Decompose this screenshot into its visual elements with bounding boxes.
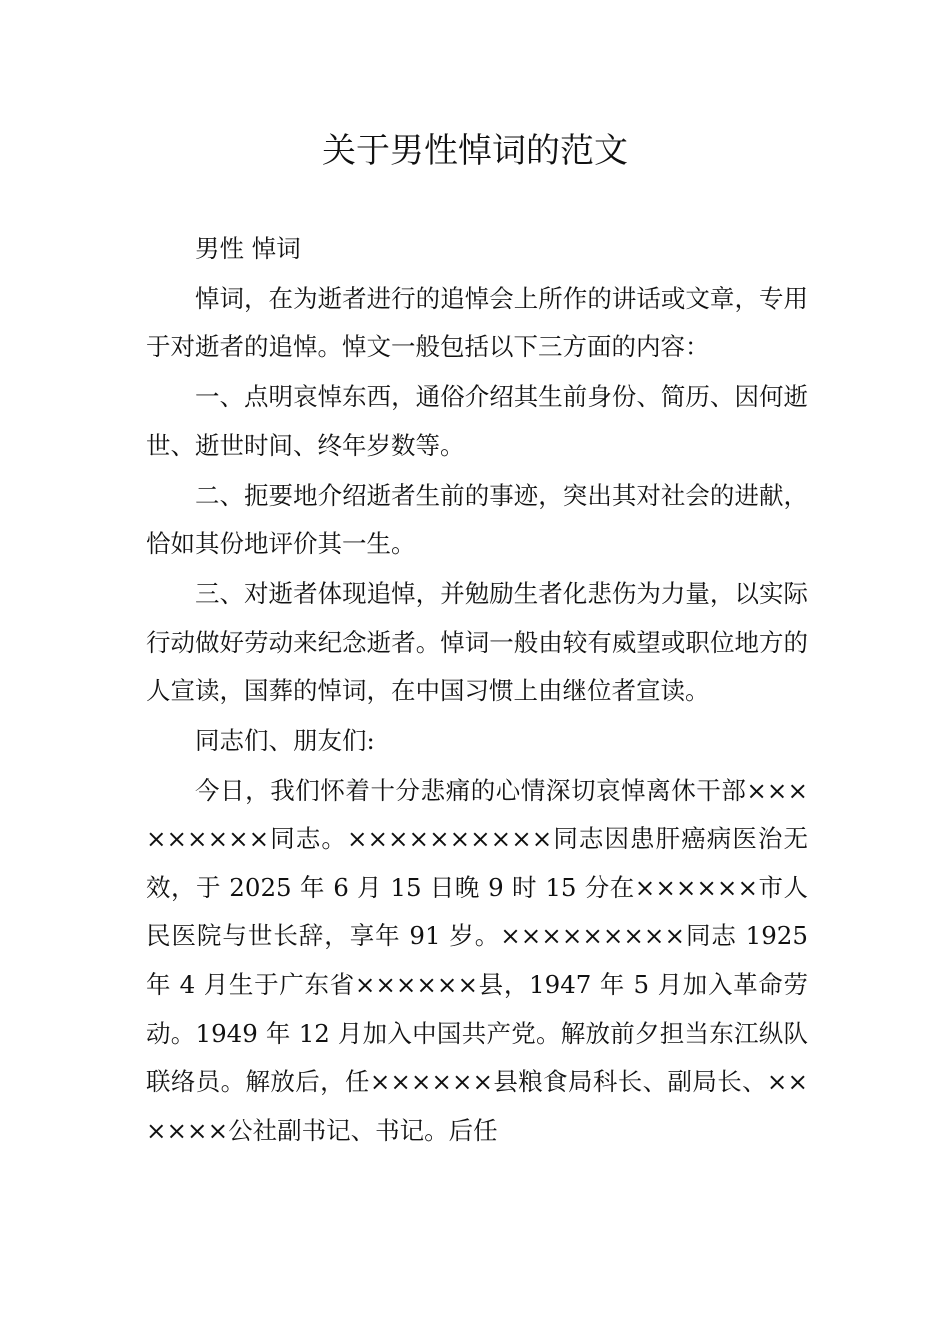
paragraph-point-three: 三、对逝者体现追悼，并勉励生者化悲伤为力量，以实际行动做好劳动来纪念逝者。悼词一般由较有威望或职位地方的人宣读，国葬的悼词，在中国习惯上由继位者宣读。 [146, 578, 808, 706]
paragraph-eulogy-body: 今日，我们怀着十分悲痛的心情深切哀悼离休干部×××××××××同志。××××××××××同志因患肝癌病医治无效，于 2025 年 6 月 15 日晚 9 时 15 分在××××××市人民医院与世长辞，享年 91 岁。×××××××××同志 1925 年 4 月生于广东省××××××县，1947 年 5 月加入革命劳动。1949 年 12 月加入中国共产党。解放前夕担当东江纵队联络员。解放后，任××××××县粮食局科长、副局长、××××××公社副书记、书记。后任 [146, 775, 808, 1145]
paragraph-point-one: 一、点明哀悼东西，通俗介绍其生前身份、简历、因何逝世、逝世时间、终年岁数等。 [146, 382, 808, 460]
paragraph-heading: 男性 悼词 [195, 234, 301, 263]
paragraph-definition: 悼词，在为逝者进行的追悼会上所作的讲话或文章，专用于对逝者的追悼。悼文一般包括以下三方面的内容： [146, 283, 808, 362]
paragraph-point-two: 二、扼要地介绍逝者生前的事迹，突出其对社会的进献，恰如其份地评价其一生。 [146, 480, 808, 559]
document-title: 关于男性悼词的范文 [322, 131, 628, 171]
document-body [146, 225, 808, 1157]
paragraph-salutation: 同志们、朋友们: [195, 725, 375, 755]
